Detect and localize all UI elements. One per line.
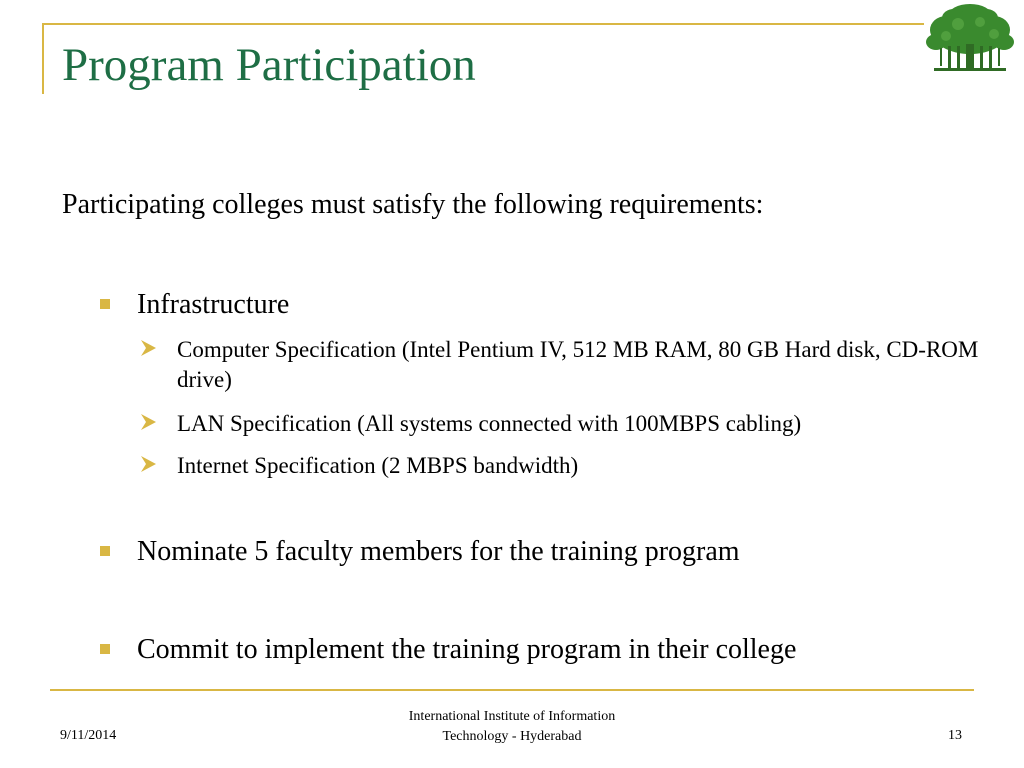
title-frame-left-rule [42,23,44,94]
arrowhead-bullet-icon [138,412,158,432]
bullet-text: Infrastructure [137,289,290,320]
footer-institute-line2: Technology - Hyderabad [442,729,582,744]
square-bullet-icon [100,299,110,309]
square-bullet-icon [100,644,110,654]
arrowhead-bullet-icon [138,454,158,474]
bullet-text: Nominate 5 faculty members for the training program [137,536,740,567]
square-bullet-icon [100,546,110,556]
intro-text: Participating colleges must satisfy the following requirements: [62,189,764,220]
tree-logo-icon [924,2,1016,74]
footer-date: 9/11/2014 [60,728,117,743]
arrowhead-bullet-icon [138,338,158,358]
footer-institute [362,707,662,747]
sub-bullet-text: Computer Specification (Intel Pentium IV, 512 MB RAM, 80 GB Hard disk, CD-ROM drive) [177,337,979,392]
sub-bullet-text: LAN Specification (All systems connected with 100MBPS cabling) [177,411,802,436]
slide-title: Program Participation [62,39,476,91]
page-number: 13 [948,728,962,743]
bullet-text: Commit to implement the training program in their college [137,634,797,665]
sub-bullet-text: Internet Specification (2 MBPS bandwidth) [177,453,579,478]
footer-institute-line1: International Institute of Information [408,709,616,724]
title-frame-top-rule [42,23,924,25]
footer-divider [50,689,974,691]
